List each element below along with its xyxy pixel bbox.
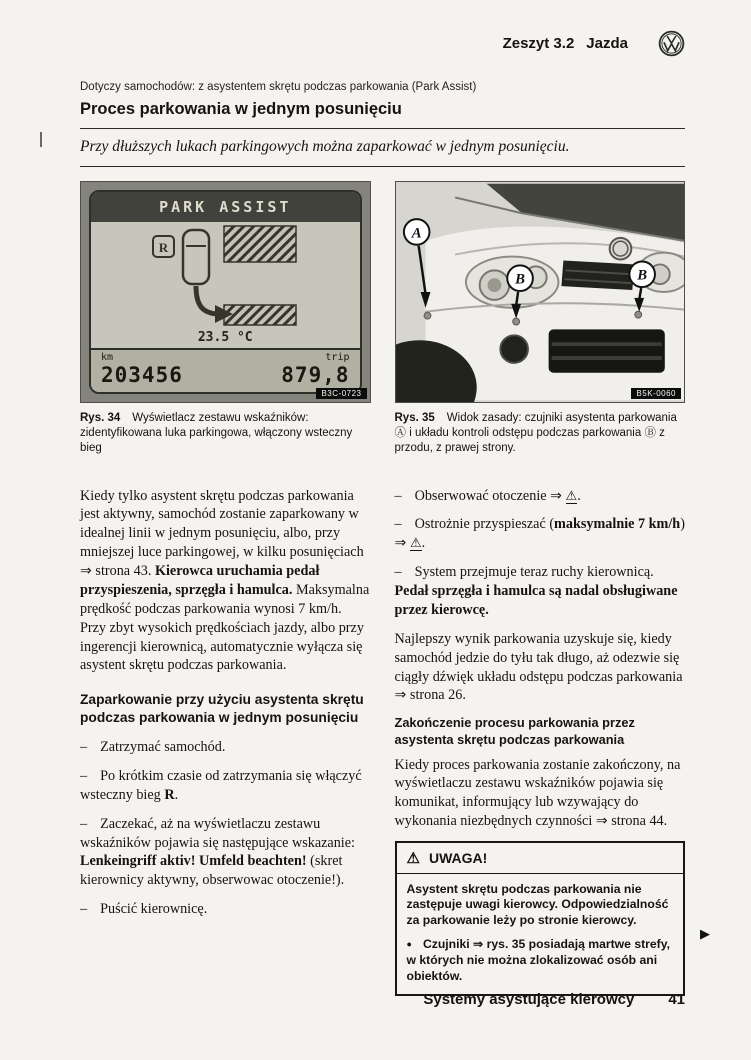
temperature-display: 23.5 °C [197, 330, 253, 345]
air-intake [548, 329, 664, 372]
bullet-dot-marker: ● [406, 939, 412, 950]
warning-triangle-icon: ⚠ [565, 487, 578, 503]
fig34-caption-label: Rys. 34 [80, 412, 121, 424]
radiator-grille [561, 260, 634, 290]
warning-header [397, 843, 684, 874]
dash-marker: – [394, 564, 402, 581]
footer-chapter-title: Systemy asystujące kierowcy [423, 991, 635, 1008]
list-item: – Obserwować otoczenie ⇒ ⚠. [394, 487, 581, 504]
body-columns [80, 487, 685, 997]
own-car-outline [183, 230, 209, 284]
label-b1-letter: B [514, 271, 525, 288]
label-a-letter: A [411, 225, 422, 242]
fig35-caption-text: Widok zasady: czujniki asystenta parkowania Ⓐ i układu kontroli odstępu podczas parkowania Ⓑ z przodu, z prawej strony. [394, 412, 677, 455]
list-item: – Po krótkim czasie od zatrzymania się włączyć wsteczny bieg R. [80, 767, 362, 803]
sensor-dot [424, 312, 431, 319]
fig34-caption-text: Wyświetlacz zestawu wskaźników: zidentyfikowana luka parkingowa, włączony wsteczny bieg [80, 412, 353, 455]
figure-code-badge: B5K-0060 [631, 388, 681, 399]
dash-marker: – [80, 815, 88, 832]
dash-marker: – [394, 516, 402, 533]
warning-paragraph: Asystent skrętu podczas parkowania nie zastępuje uwagi kierowcy. Odpowiedzialność za parkowanie leży po stronie kierowcy. [406, 881, 669, 927]
page-number: 41 [668, 991, 685, 1008]
right-column [395, 487, 686, 997]
warning-box [395, 841, 686, 996]
best-result-paragraph: Najlepszy wynik parkowania uzyskuje się, kiedy samochód jedzie do tyłu tak długo, aż odezwie się ciągły dźwięk układu odstępu podczas parkowania ⇒ strona 26. [394, 630, 683, 704]
figure-35 [395, 181, 686, 457]
fig34-image [80, 181, 371, 403]
completion-paragraph: Kiedy proces parkowania zostanie zakończony, na wyświetlaczu zestawu wskaźników pojawia się komunikat, informujący lub wzywający do wykonania niezbędnych czynności ⇒ strona 44. [394, 756, 681, 830]
intro-paragraph: Kiedy tylko asystent skrętu podczas parkowania jest aktywny, samochód zostanie zaparkowany w idealnej linii w jednym posunięciu, albo, przy mniejszej luce parkingowej, w kilku posunięciach ⇒ strona 43. Kierowca uruchamia pedał przyspieszenia, sprzęgła i hamulca. Maksymalna prędkość podczas parkowania wynosi 7 km/h. Przy zbyt wysokich prędkościach jazdy, albo przy ingerencji kierownicą, automatycznie wyłącza się asystent skrętu podczas parkowania. [80, 487, 370, 674]
dash-marker: – [80, 767, 88, 784]
dash-marker: – [80, 901, 88, 918]
list-item: – System przejmuje teraz ruchy kierownicą. Pedał sprzęgła i hamulca są nadal obsługiwane przez kierowcę. [394, 564, 678, 618]
dash-marker: – [80, 739, 88, 756]
applies-note: Dotyczy samochodów: z asystentem skrętu podczas parkowania (Park Assist) [80, 81, 477, 93]
page-title: Proces parkowania w jednym posunięciu [80, 100, 685, 129]
warning-list-item: ● Czujniki ⇒ rys. 35 posiadają martwe strefy, w których nie można zlokalizować osób ani obiektów. [406, 937, 670, 983]
continuation-arrow-icon: ▶ [700, 926, 710, 941]
trip-label: trip [325, 352, 350, 363]
figure-34 [80, 181, 371, 457]
vw-logo-icon [658, 30, 685, 57]
warning-triangle-icon: ⚠ [409, 535, 422, 551]
figures-row [80, 181, 685, 457]
list-item: – Zatrzymać samochód. [80, 739, 226, 756]
km-label: km [101, 352, 114, 363]
parking-path-arrow [196, 286, 217, 314]
reverse-gear-letter: R [159, 240, 169, 255]
header-booklet: Zeszyt 3.2 [502, 35, 575, 52]
parked-car-hatch-bottom [224, 305, 296, 325]
warning-body [397, 874, 684, 995]
dash-marker: – [394, 487, 402, 504]
list-item: – Puścić kierownicę. [80, 901, 208, 918]
list-item: – Zaczekać, aż na wyświetlaczu zestawu wskaźników pojawia się następujące wskazanie: Lenkeingriff aktiv! Umfeld beachten! (skret kierownicy aktywny, obserwowac otoczenie!). [80, 815, 355, 889]
odometer-value: 203456 [101, 363, 183, 387]
header-section: Jazda [586, 35, 628, 52]
sensor-dot [512, 318, 519, 325]
fig34-caption [80, 411, 371, 457]
warning-title: UWAGA! [428, 850, 488, 867]
fig35-caption [395, 411, 686, 457]
page-footer [423, 991, 685, 1008]
page-header [80, 30, 685, 57]
parking-schematic [91, 222, 360, 330]
lead-sentence: Przy dłuższych lukach parkingowych można zaparkować w jednym posunięciu. [80, 129, 685, 167]
display-title: PARK ASSIST [91, 192, 360, 222]
list-item: – Ostrożnie przyspieszać (maksymalnie 7 km/h) ⇒ ⚠. [394, 516, 685, 552]
park-assist-display [89, 190, 362, 394]
label-b2-letter: B [636, 267, 647, 284]
trip-value: 879,8 [281, 363, 350, 387]
fog-light [500, 335, 528, 363]
car-front-photo [396, 182, 685, 402]
parked-car-hatch-top [224, 226, 296, 262]
parking-schematic-drawing [145, 224, 305, 328]
fig35-image [395, 181, 686, 403]
sensor-dot [634, 311, 641, 318]
warning-triangle-icon: ⚠ [406, 849, 420, 867]
subsection-heading: Zakończenie procesu parkowania przez asystenta skrętu podczas parkowania [394, 715, 635, 747]
fig35-caption-label: Rys. 35 [394, 412, 435, 424]
left-column [80, 487, 371, 997]
headlight-left-lamp-inner [487, 278, 501, 292]
odometer-display [91, 348, 360, 392]
figure-code-badge: B3C-0723 [316, 388, 366, 399]
section-heading: Zaparkowanie przy użyciu asystenta skrętu podczas parkowania w jednym posunięciu [80, 692, 364, 726]
change-bar [40, 132, 42, 147]
